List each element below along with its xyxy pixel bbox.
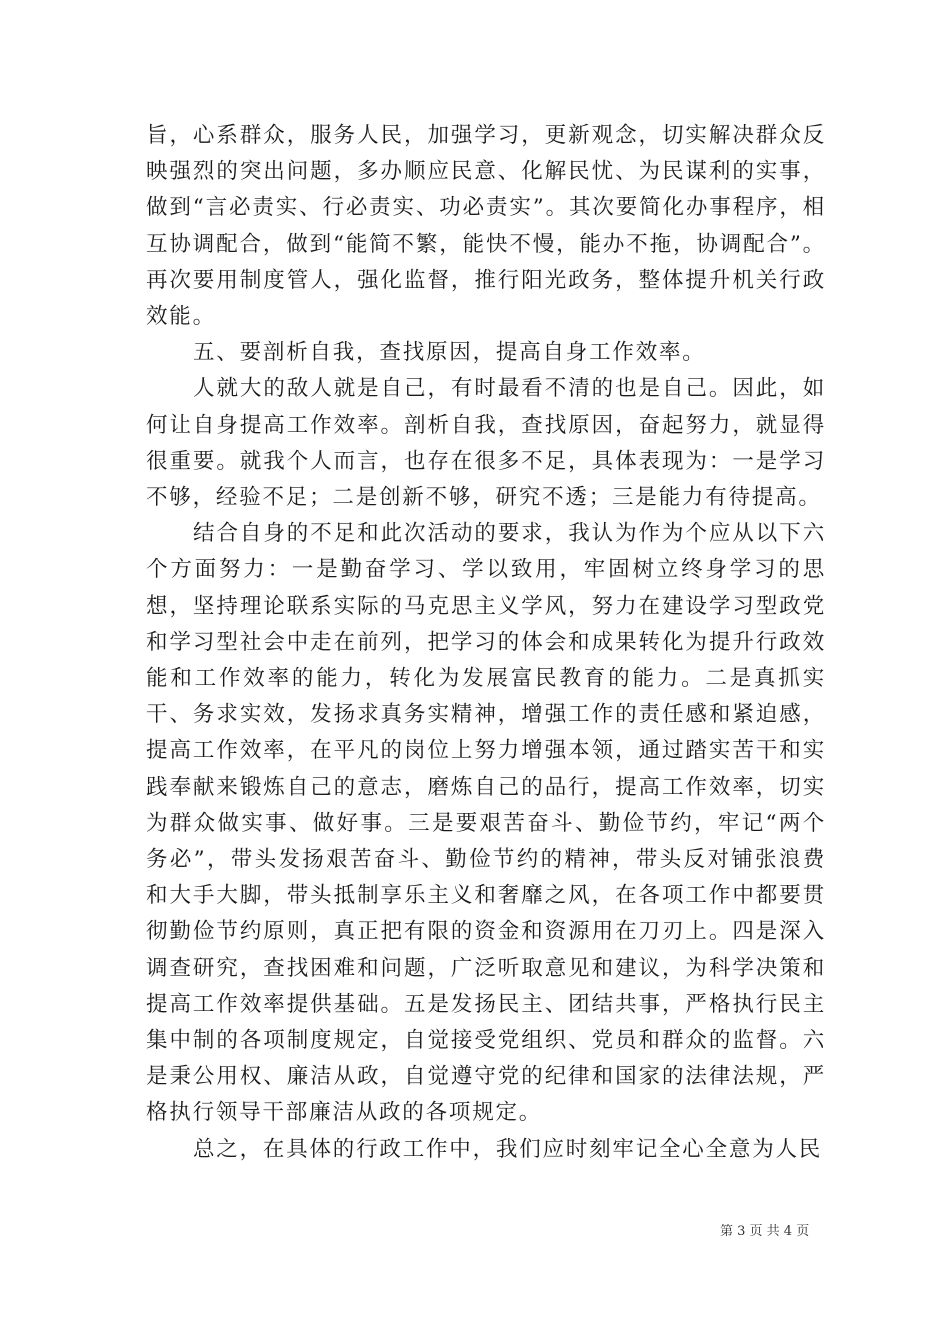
- section-heading-five: 五、要剖析自我，查找原因，提高自身工作效率。: [193, 340, 706, 366]
- paragraph-six-efforts: 结合自身的不足和此次活动的要求，我认为作为个应从以下六个方面努力：一是勤奋学习、学以致用，牢固树立终身学习的思想，坚持理论联系实际的马克思主义学风，努力在建设学习型政党和学习型社会中走在前列，把学习的体会和成果转化为提升行政效能和工作效率的能力，转化为发展富民教育的能力。二是真抓实干、务求实效，发扬求真务实精神，增强工作的责任感和紧迫感，提高工作效率，在平凡的岗位上努力增强本领，通过踏实苦干和实践奉献来锻炼自己的意志，磨炼自己的品行，提高工作效率，切实为群众做实事、做好事。三是要艰苦奋斗、勤俭节约，牢记“两个务必”，带头发扬艰苦奋斗、勤俭节约的精神，带头反对铺张浪费和大手大脚，带头抵制享乐主义和奢靡之风，在各项工作中都要贯彻勤俭节约原则，真正把有限的资金和资源用在刀刃上。四是深入调查研究，查找困难和问题，广泛听取意见和建议，为科学决策和提高工作效率提供基础。五是发扬民主、团结共事，严格执行民主集中制的各项制度规定，自觉接受党组织、党员和群众的监督。六是秉公用权、廉洁从政，自觉遵守党的纪律和国家的法律法规，严格执行领导干部廉洁从政的各项规定。: [146, 521, 826, 1126]
- paragraph-self-analysis: 人就大的敌人就是自己，有时最看不清的也是自己。因此，如何让自身提高工作效率。剖析自我，查找原因，奋起努力，就显得很重要。就我个人而言，也存在很多不足，具体表现为：一是学习不够，经验不足；二是创新不够，研究不透；三是能力有待提高。: [146, 376, 826, 511]
- paragraph-continuation: 旨，心系群众，服务人民，加强学习，更新观念，切实解决群众反映强烈的突出问题，多办顺应民意、化解民忧、为民谋利的实事，做到“言必责实、行必责实、功必责实”。其次要简化办事程序，相互协调配合，做到“能简不繁，能快不慢，能办不拖，协调配合”。再次要用制度管人，强化监督，推行阳光政务，整体提升机关行政效能。: [146, 123, 826, 330]
- page-number-footer: 第 3 页 共 4 页: [720, 1224, 810, 1239]
- paragraph-conclusion: 总之，在具体的行政工作中，我们应时刻牢记全心全意为人民: [193, 1136, 823, 1162]
- document-body: [146, 118, 826, 1168]
